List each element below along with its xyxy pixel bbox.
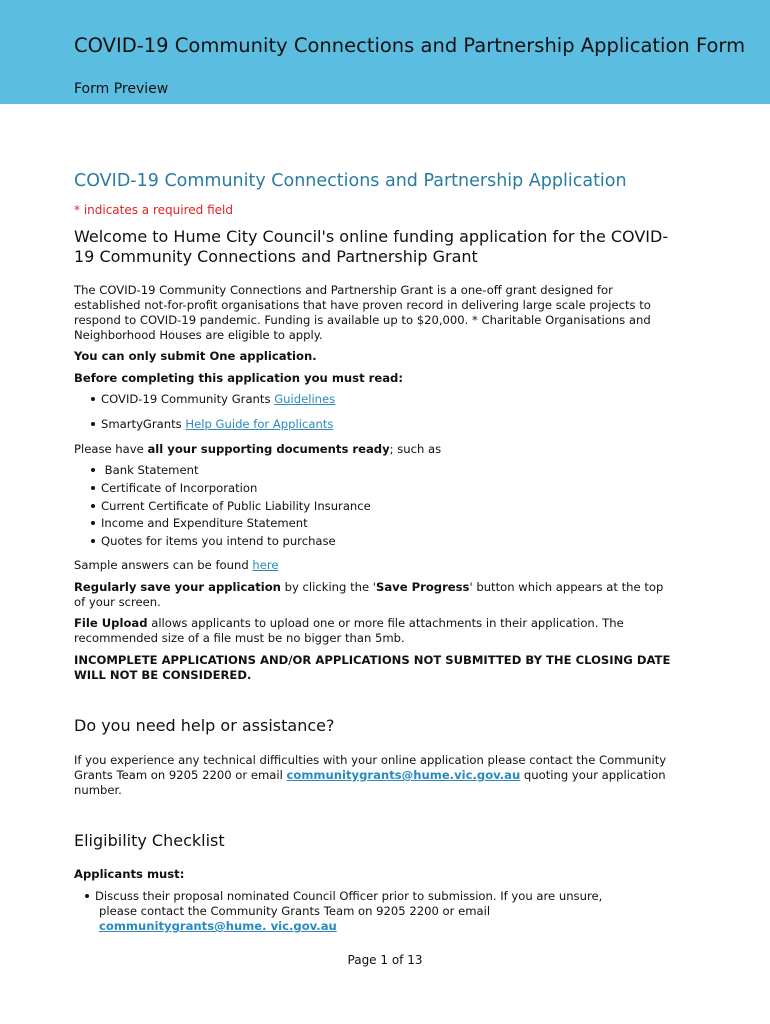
file-upload-note: File Upload allows applicants to upload one or more file attachments in their application. The recommended size of a file must be no bigger than 5mb. bbox=[74, 616, 624, 645]
bullet-dot bbox=[85, 894, 89, 898]
bullet-dot bbox=[91, 521, 95, 525]
list-item: Bank Statement bbox=[91, 463, 199, 478]
sample-answers-link[interactable]: here bbox=[252, 558, 279, 572]
bullet-dot bbox=[91, 468, 95, 472]
eligibility-heading: Eligibility Checklist bbox=[74, 831, 225, 850]
one-application-note: You can only submit One application. bbox=[74, 349, 317, 363]
list-item: Certificate of Incorporation bbox=[91, 481, 257, 496]
page-subtitle: Form Preview bbox=[74, 81, 169, 97]
must-read-note: Before completing this application you must read: bbox=[74, 371, 403, 385]
list-item: Quotes for items you intend to purchase bbox=[91, 534, 336, 549]
intro-paragraph: The COVID-19 Community Connections and Partnership Grant is a one-off grant designed for established not-for-profit organisations that have proven record in delivering large scale projects to respond to COVID-19 pandemic. Funding is available up to $20,000. * Charitable Organisations and Neighborhood Houses are eligible to apply. bbox=[74, 283, 651, 342]
required-note: * indicates a required field bbox=[74, 203, 233, 217]
bullet-dot bbox=[91, 539, 95, 543]
header-banner bbox=[0, 0, 770, 104]
save-progress-note: Regularly save your application by clicking the 'Save Progress' button which appears at the top of your screen. bbox=[74, 580, 664, 609]
list-item: Current Certificate of Public Liability Insurance bbox=[91, 499, 371, 514]
list-item: Income and Expenditure Statement bbox=[91, 516, 308, 531]
sample-answers-note: Sample answers can be found here bbox=[74, 558, 279, 572]
help-guide-link[interactable]: Help Guide for Applicants bbox=[185, 417, 334, 431]
form-heading: COVID-19 Community Connections and Partnership Application bbox=[74, 171, 627, 191]
list-item: COVID-19 Community Grants Guidelines bbox=[91, 392, 335, 407]
list-item: Discuss their proposal nominated Council Officer prior to submission. If you are unsure, please contact the Community Grants Team on 9205 2200 or email communitygrants@hume. vic.gov.au bbox=[99, 889, 619, 934]
incomplete-warning: INCOMPLETE APPLICATIONS AND/OR APPLICATIONS NOT SUBMITTED BY THE CLOSING DATE WILL NOT BE CONSIDERED. bbox=[74, 653, 671, 682]
page-number: Page 1 of 13 bbox=[347, 953, 423, 967]
list-item: SmartyGrants Help Guide for Applicants bbox=[91, 417, 333, 432]
help-paragraph: If you experience any technical difficulties with your online application please contact the Community Grants Team on 9205 2200 or email communitygrants@hume.vic.gov.au quoting your application number. bbox=[74, 753, 667, 797]
page-title: COVID-19 Community Connections and Partnership Application Form bbox=[74, 34, 746, 57]
applicants-must-label: Applicants must: bbox=[74, 867, 185, 881]
bullet-dot bbox=[91, 422, 95, 426]
documents-note: Please have all your supporting documents ready; such as bbox=[74, 442, 442, 456]
email-link[interactable]: communitygrants@hume.vic.gov.au bbox=[286, 768, 521, 782]
bullet-dot bbox=[91, 486, 95, 490]
email-link[interactable]: communitygrants@hume. vic.gov.au bbox=[99, 919, 337, 933]
bullet-dot bbox=[91, 397, 95, 401]
bullet-dot bbox=[91, 504, 95, 508]
guidelines-link[interactable]: Guidelines bbox=[274, 392, 336, 406]
welcome-heading: Welcome to Hume City Council's online funding application for the COVID-19 Community Connections and Partnership Grant bbox=[74, 227, 669, 266]
help-heading: Do you need help or assistance? bbox=[74, 716, 335, 735]
